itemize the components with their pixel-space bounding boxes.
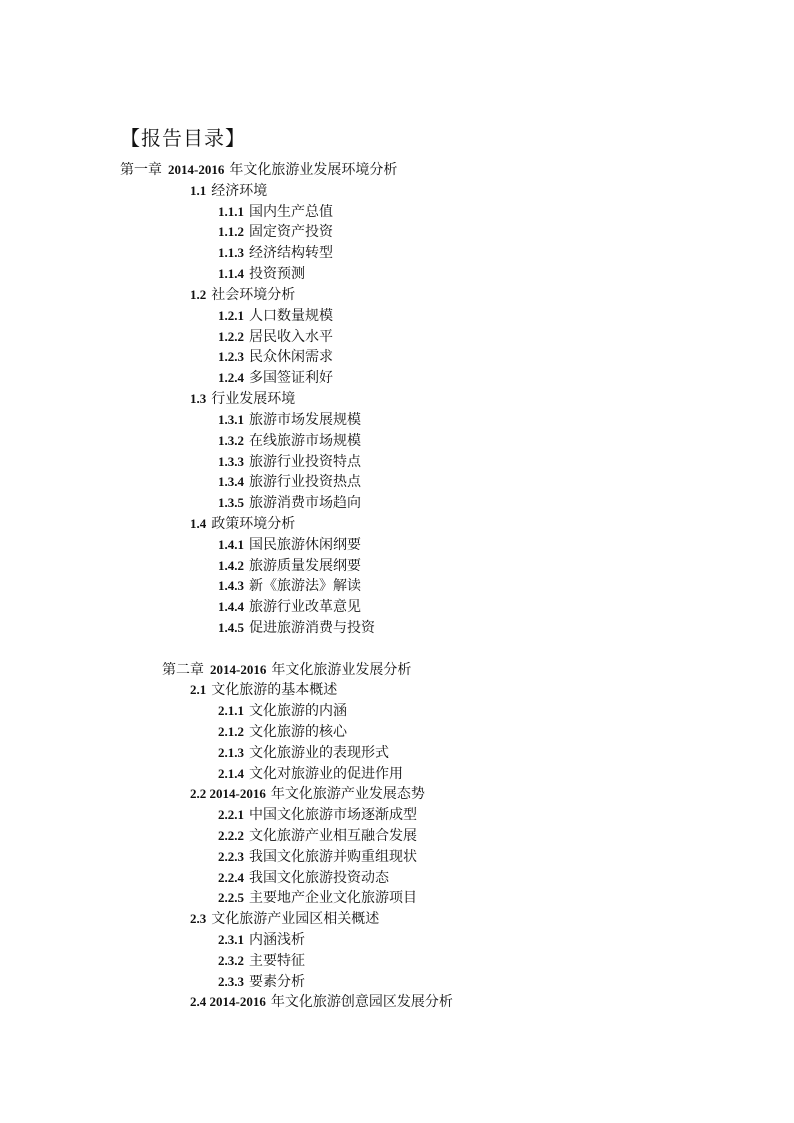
section-number: 2.1.3	[218, 745, 244, 760]
section-number: 1.4.1	[218, 537, 244, 552]
section-title: 国内生产总值	[249, 204, 333, 220]
section-number: 1.1	[190, 183, 207, 198]
toc-entry-1-3-2	[218, 431, 361, 451]
section-title: 文化旅游产业相互融合发展	[249, 828, 417, 844]
report-toc-heading: 【报告目录】	[120, 126, 246, 150]
chapter-title: 年文化旅游业发展环境分析	[229, 162, 398, 178]
section-title: 文化旅游的基本概述	[211, 682, 338, 698]
section-title: 旅游行业改革意见	[249, 599, 361, 615]
section-number: 1.1.1	[218, 204, 244, 219]
section-number: 1.3	[190, 391, 207, 406]
section-title: 文化旅游的内涵	[249, 703, 347, 719]
chapter-title: 年文化旅游业发展分析	[271, 662, 412, 678]
section-title: 居民收入水平	[249, 329, 333, 345]
section-title: 内涵浅析	[249, 932, 305, 948]
section-number: 2.1	[190, 682, 207, 697]
toc-entry-2-2-5	[218, 888, 417, 908]
toc-entry-1-3-1	[218, 410, 361, 430]
section-number: 2.3.1	[218, 932, 244, 947]
section-title: 主要特征	[249, 953, 305, 969]
section-title: 投资预测	[249, 266, 305, 282]
toc-entry-2-1-2	[218, 722, 347, 742]
section-title: 社会环境分析	[211, 287, 296, 303]
section-number: 1.4.5	[218, 620, 244, 635]
toc-entry-2-3-2	[218, 951, 305, 971]
toc-entry-2-3-1	[218, 930, 305, 950]
section-number: 1.1.2	[218, 224, 244, 239]
section-title: 促进旅游消费与投资	[249, 620, 375, 636]
toc-entry-1-4	[190, 514, 295, 534]
section-title: 旅游消费市场趋向	[249, 495, 361, 511]
section-number: 2.2.1	[218, 807, 244, 822]
section-title: 中国文化旅游市场逐渐成型	[249, 807, 417, 823]
toc-entry-1-3-4	[218, 472, 361, 492]
toc-entry-1-2-1	[218, 306, 333, 326]
section-number: 2.1.1	[218, 703, 244, 718]
toc-entry-1-4-1	[218, 535, 361, 555]
toc-entry-1-1	[190, 181, 267, 201]
section-number: 2.2.3	[218, 849, 244, 864]
section-title: 主要地产企业文化旅游项目	[249, 890, 417, 906]
section-title: 我国文化旅游并购重组现状	[249, 849, 417, 865]
chapter-prefix: 第二章	[162, 662, 204, 678]
section-title: 民众休闲需求	[249, 349, 333, 365]
section-title: 要素分析	[249, 974, 305, 990]
section-title: 在线旅游市场规模	[249, 433, 361, 449]
section-number: 2.2.5	[218, 890, 244, 905]
section-title: 固定资产投资	[249, 224, 333, 240]
section-number: 1.3.1	[218, 412, 244, 427]
section-number: 2.3	[190, 911, 207, 926]
section-title: 旅游行业投资特点	[249, 454, 361, 470]
chapter-prefix: 第一章	[120, 162, 162, 178]
section-number: 1.4.2	[218, 558, 244, 573]
toc-entry-2-1-3	[218, 743, 389, 763]
toc-entry-1-4-5	[218, 618, 375, 638]
section-title: 新《旅游法》解读	[249, 578, 361, 594]
section-number: 2.1.4	[218, 766, 244, 781]
section-title: 行业发展环境	[211, 391, 296, 407]
section-title: 国民旅游休闲纲要	[249, 537, 361, 553]
chapter-years: 2014-2016	[210, 662, 267, 677]
section-title: 年文化旅游创意园区发展分析	[270, 994, 453, 1010]
chapter-2-heading	[162, 660, 411, 680]
toc-entry-1-3	[190, 389, 295, 409]
section-title: 政策环境分析	[211, 516, 296, 532]
toc-entry-1-2-4	[218, 368, 333, 388]
section-title: 文化旅游的核心	[249, 724, 347, 740]
chapter-years: 2014-2016	[168, 162, 225, 177]
section-title: 文化旅游产业园区相关概述	[211, 911, 380, 927]
section-title: 多国签证利好	[249, 370, 333, 386]
toc-entry-2-1	[190, 680, 337, 700]
toc-entry-2-3	[190, 909, 379, 929]
toc-entry-1-4-2	[218, 556, 361, 576]
section-number: 1.4	[190, 516, 207, 531]
toc-entry-2-2-2	[218, 826, 417, 846]
section-number: 2.2.2	[218, 828, 244, 843]
section-number: 1.2.2	[218, 329, 244, 344]
section-number: 2.1.2	[218, 724, 244, 739]
section-number: 1.3.2	[218, 433, 244, 448]
toc-entry-1-2	[190, 285, 295, 305]
section-number: 1.3.4	[218, 474, 244, 489]
section-number: 1.4.3	[218, 578, 244, 593]
section-number: 2.3.2	[218, 953, 244, 968]
section-number: 1.4.4	[218, 599, 244, 614]
toc-entry-1-1-4	[218, 264, 305, 284]
toc-entry-1-2-2	[218, 327, 333, 347]
toc-entry-1-1-3	[218, 243, 333, 263]
section-number: 2.2.4	[218, 870, 244, 885]
toc-entry-1-1-1	[218, 202, 333, 222]
section-title: 旅游质量发展纲要	[249, 558, 361, 574]
toc-entry-2-4	[190, 992, 453, 1012]
section-number: 1.1.3	[218, 245, 244, 260]
section-number: 1.2	[190, 287, 207, 302]
toc-entry-1-2-3	[218, 347, 333, 367]
section-number: 1.2.3	[218, 349, 244, 364]
toc-entry-1-3-3	[218, 452, 361, 472]
section-number: 2.2 2014-2016	[190, 786, 266, 801]
section-number: 1.3.5	[218, 495, 244, 510]
section-number: 1.3.3	[218, 454, 244, 469]
toc-entry-2-1-4	[218, 764, 403, 784]
section-number: 1.2.4	[218, 370, 244, 385]
section-title: 经济环境	[211, 183, 268, 199]
section-number: 2.4 2014-2016	[190, 994, 266, 1009]
toc-entry-1-3-5	[218, 493, 361, 513]
toc-entry-2-2-4	[218, 868, 389, 888]
section-number: 1.1.4	[218, 266, 244, 281]
toc-entry-1-4-3	[218, 576, 361, 596]
toc-entry-2-1-1	[218, 701, 347, 721]
toc-entry-2-2-1	[218, 805, 417, 825]
toc-entry-2-3-3	[218, 972, 305, 992]
toc-entry-1-4-4	[218, 597, 361, 617]
toc-entry-2-2-3	[218, 847, 417, 867]
section-number: 1.2.1	[218, 308, 244, 323]
section-title: 经济结构转型	[249, 245, 333, 261]
section-title: 文化对旅游业的促进作用	[249, 766, 403, 782]
section-title: 旅游市场发展规模	[249, 412, 361, 428]
section-title: 旅游行业投资热点	[249, 474, 361, 490]
toc-entry-1-1-2	[218, 222, 333, 242]
section-title: 人口数量规模	[249, 308, 333, 324]
section-number: 2.3.3	[218, 974, 244, 989]
chapter-1-heading	[120, 160, 397, 180]
section-title: 文化旅游业的表现形式	[249, 745, 389, 761]
toc-entry-2-2	[190, 784, 425, 804]
section-title: 年文化旅游产业发展态势	[270, 786, 425, 802]
section-title: 我国文化旅游投资动态	[249, 870, 389, 886]
